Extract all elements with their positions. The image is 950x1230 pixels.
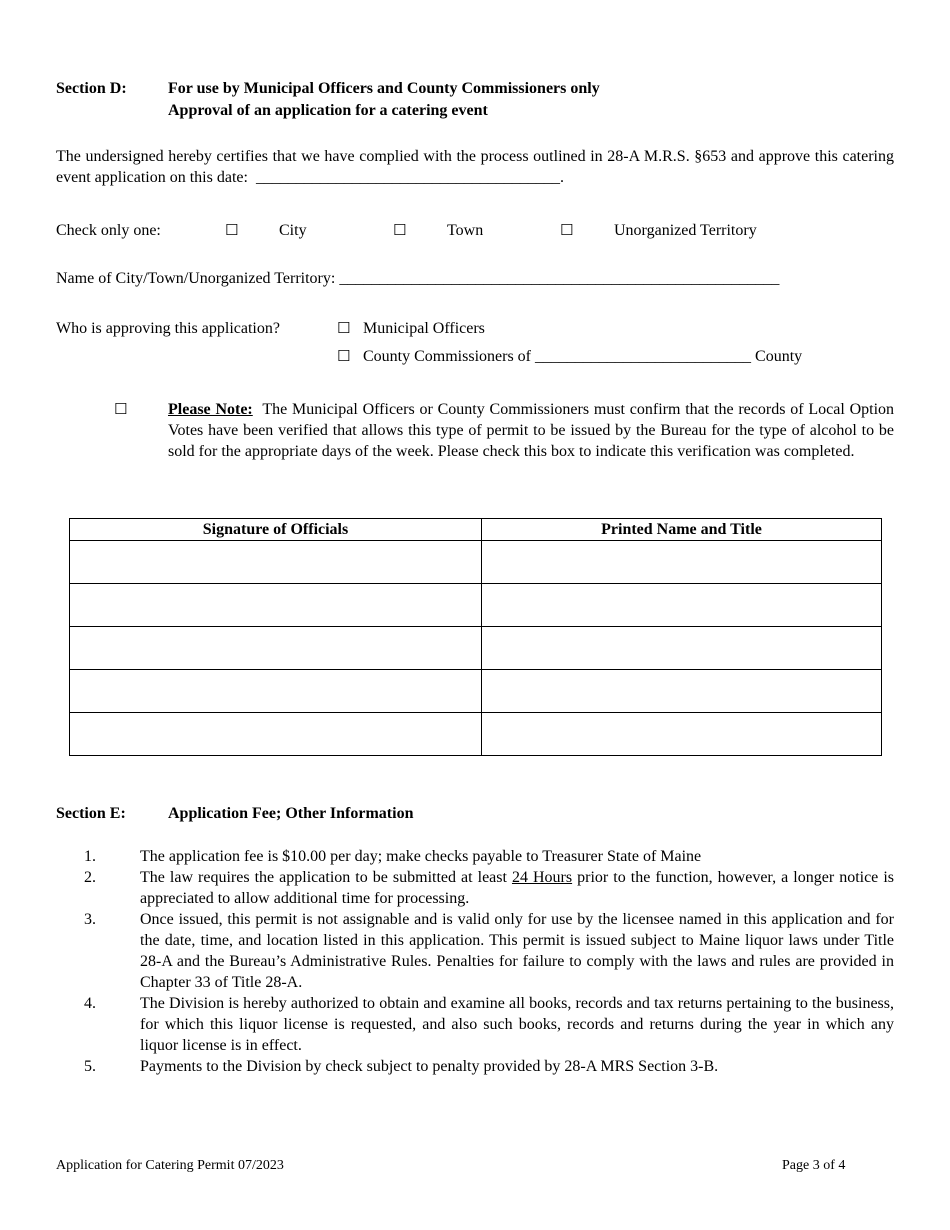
fee-info-list xyxy=(56,846,894,1077)
table-row xyxy=(70,541,882,584)
printed-name-cell[interactable] xyxy=(482,584,882,627)
signature-table xyxy=(69,518,882,756)
unorganized-territory-label: Unorganized Territory xyxy=(614,222,757,239)
list-item xyxy=(56,909,894,993)
printed-name-cell[interactable] xyxy=(482,627,882,670)
county-suffix-label: County xyxy=(755,348,803,365)
printed-name-cell[interactable] xyxy=(482,541,882,584)
printed-name-cell[interactable] xyxy=(482,670,882,713)
city-checkbox[interactable]: ☐ xyxy=(225,221,239,239)
table-row xyxy=(70,670,882,713)
printed-name-cell[interactable] xyxy=(482,713,882,756)
list-item-text: Payments to the Division by check subject to penalty provided by 28-A MRS Section 3-B. xyxy=(140,1058,719,1075)
section-d-title: For use by Municipal Officers and County Commissioners only xyxy=(168,80,600,97)
list-item-number: 1. xyxy=(84,848,96,865)
county-commissioners-row xyxy=(363,346,802,367)
verification-checkbox[interactable]: ☐ xyxy=(114,400,128,418)
table-row xyxy=(70,627,882,670)
list-item-text: The application fee is $10.00 per day; make checks payable to Treasurer State of Maine xyxy=(140,848,702,865)
municipal-officers-label: Municipal Officers xyxy=(363,320,485,337)
list-item-underlined-text: 24 Hours xyxy=(511,869,573,886)
signature-cell[interactable] xyxy=(70,541,482,584)
printed-name-header: Printed Name and Title xyxy=(482,519,882,541)
list-item-text: The Division is hereby authorized to obtain and examine all books, records and tax returns pertaining to the business, for which this liquor license is requested, and also such books, records and returns during the year in which any liquor license is in effect. xyxy=(140,995,894,1054)
please-note-label: Please Note: xyxy=(168,401,253,418)
name-row xyxy=(56,268,779,289)
list-item xyxy=(56,993,894,1056)
certify-text: The undersigned hereby certifies that we have complied with the process outlined in 28-A M.R.S. §653 and approve this catering event application on this date: xyxy=(56,148,894,186)
check-only-one-label: Check only one: xyxy=(56,222,161,239)
town-checkbox[interactable]: ☐ xyxy=(393,221,407,239)
list-item xyxy=(56,846,894,867)
county-name-field[interactable]: ___________________________ xyxy=(535,348,752,365)
list-item-number: 4. xyxy=(84,995,96,1012)
unorganized-territory-checkbox[interactable]: ☐ xyxy=(560,221,574,239)
approval-date-field[interactable]: ______________________________________. xyxy=(255,169,564,186)
table-row xyxy=(70,584,882,627)
approving-label: Who is approving this application? xyxy=(56,320,280,337)
list-item xyxy=(56,867,894,909)
signature-table-header xyxy=(70,519,882,541)
list-item-number: 3. xyxy=(84,911,96,928)
section-d-label: Section D: xyxy=(56,80,127,97)
signature-header: Signature of Officials xyxy=(70,519,482,541)
signature-cell[interactable] xyxy=(70,584,482,627)
signature-cell[interactable] xyxy=(70,713,482,756)
municipal-officers-checkbox[interactable]: ☐ xyxy=(337,319,351,337)
list-item xyxy=(56,1056,894,1077)
footer-form-id: Application for Catering Permit 07/2023 xyxy=(56,1158,284,1173)
certify-paragraph xyxy=(56,146,894,188)
county-commissioners-label: County Commissioners of xyxy=(363,348,532,365)
section-e-label: Section E: xyxy=(56,805,126,822)
name-label: Name of City/Town/Unorganized Territory: xyxy=(56,270,336,287)
footer-page-number: Page 3 of 4 xyxy=(782,1158,846,1173)
list-item-text: The law requires the application to be submitted at least xyxy=(140,869,512,886)
town-label: Town xyxy=(447,222,484,239)
city-label: City xyxy=(279,222,307,239)
section-e-title: Application Fee; Other Information xyxy=(168,805,414,822)
list-item-number: 5. xyxy=(84,1058,96,1075)
table-row xyxy=(70,713,882,756)
signature-cell[interactable] xyxy=(70,627,482,670)
please-note-text: The Municipal Officers or County Commissioners must confirm that the records of Local Option Votes have been verified that allows this type of permit to be issued by the Bureau for the type of alcohol to be sold for the appropriate days of the week. Please check this box to indicate this verification was completed. xyxy=(168,401,895,460)
list-item-text: Once issued, this permit is not assignable and is valid only for use by the licensee named in this application and for the date, time, and location listed in this application. This permit is issued subject to Maine liquor laws under Title 28-A and the Bureau’s Administrative Rules. Penalties for failure to comply with the laws and rules are provided in Chapter 33 of Title 28-A. xyxy=(140,911,894,991)
signature-cell[interactable] xyxy=(70,670,482,713)
county-commissioners-checkbox[interactable]: ☐ xyxy=(337,347,351,365)
name-field[interactable]: _______________________________________________________ xyxy=(339,270,780,287)
section-d-subtitle: Approval of an application for a catering event xyxy=(168,102,488,119)
list-item-number: 2. xyxy=(84,869,96,886)
please-note-paragraph xyxy=(168,399,894,462)
list-item-text: prior to the function, however, a longer notice is appreciated to allow additional time for processing. xyxy=(140,869,894,907)
